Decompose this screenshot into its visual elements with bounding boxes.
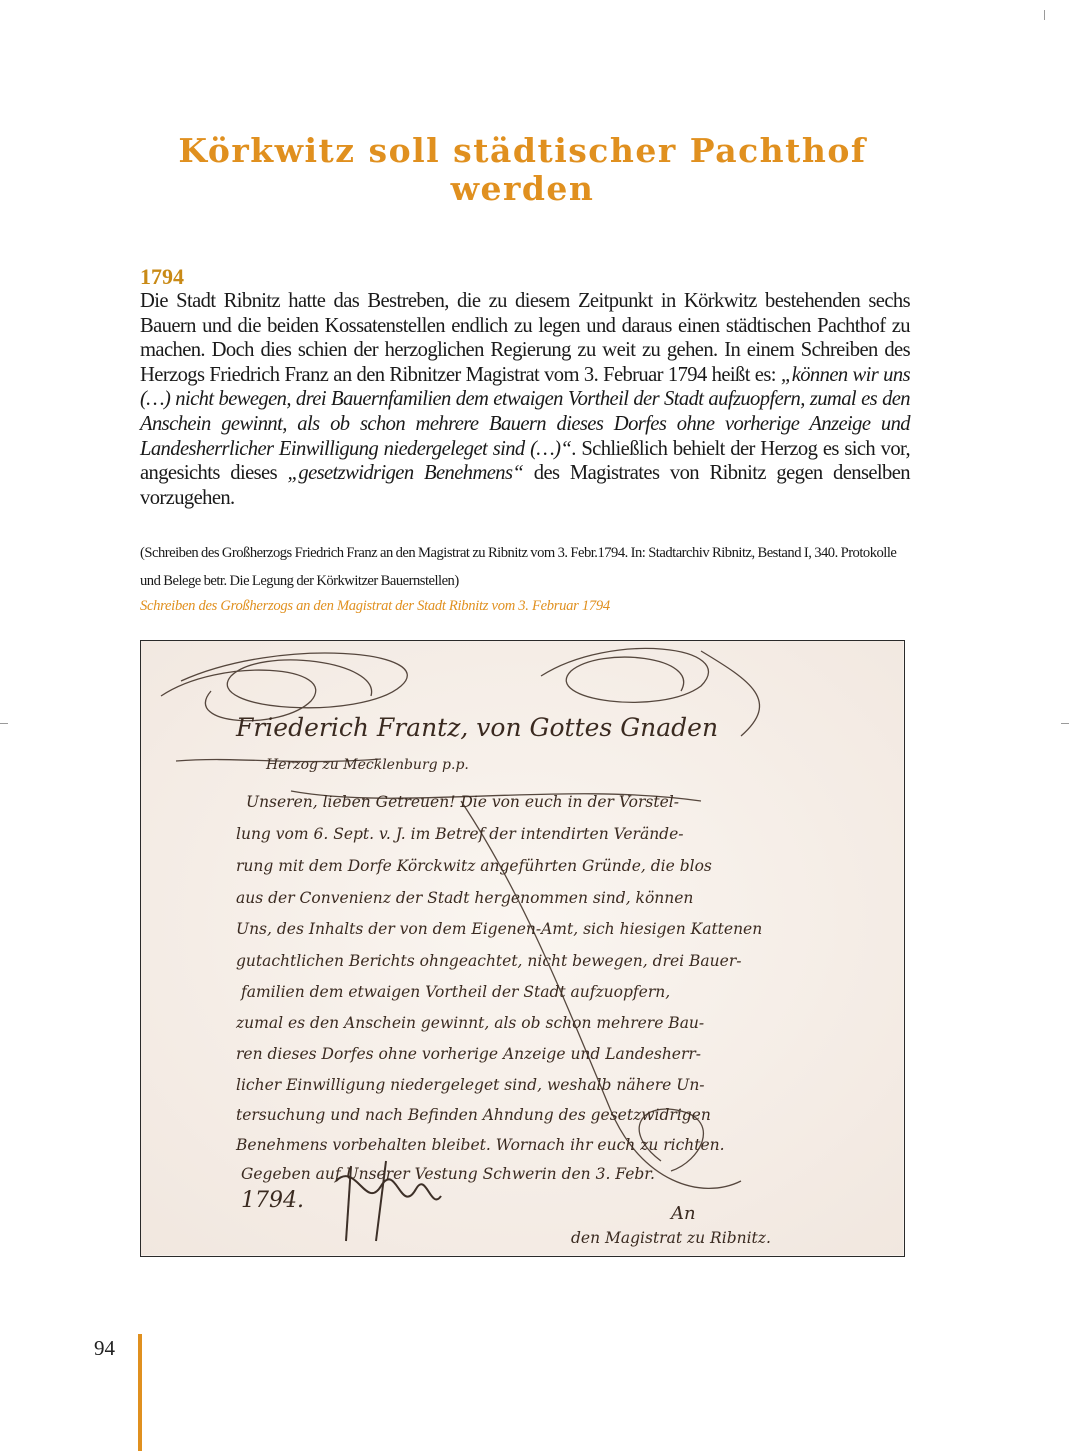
- manuscript-line: licher Einwilligung niedergeleget sind, weshalb nähere Un-: [236, 1076, 705, 1094]
- crop-mark: [1061, 723, 1069, 724]
- page-rule: [138, 1334, 142, 1451]
- manuscript-line: ren dieses Dorfes ohne vorherige Anzeige und Landesherr-: [236, 1045, 702, 1063]
- manuscript-line: gutachtlichen Berichts ohngeachtet, nicht bewegen, drei Bauer-: [236, 952, 742, 970]
- page-number: 94: [94, 1336, 115, 1360]
- manuscript-line: familien dem etwaigen Vortheil der Stadt aufzuopfern,: [241, 983, 671, 1001]
- manuscript-heading: Friederich Frantz, von Gottes Gnaden: [236, 713, 719, 742]
- manuscript-year: 1794.: [241, 1188, 304, 1213]
- source-citation: (Schreiben des Großherzogs Friedrich Franz an den Magistrat zu Ribnitz vom 3. Febr.1794. In: Stadtarchiv Ribnitz, Bestand I, 340. Protokolle und Belege betr. Die Legung der Körkwitzer Bauernstellen): [140, 545, 897, 589]
- body-text: des Magistrates von Ribnitz gegen denselben vorzugehen.: [140, 462, 910, 509]
- manuscript-subheading: Herzog zu Mecklenburg p.p.: [266, 757, 469, 773]
- body-text: . Schließlich behielt der Herzog es sich vor, angesichts dieses: [140, 437, 910, 485]
- quote: „gesetzwidrigen Benehmens“: [287, 462, 524, 485]
- body-text: Die Stadt Ribnitz hatte das Bestreben, die zu diesem Zeitpunkt in Körkwitz bestehenden sechs Bauern und die beiden Kossatenstellen endlich zu legen und daraus einen städtischen Pachthof zu machen. Doch dies schien der herzoglichen Regierung zu weit zu gehen. In einem Schreiben des Herzogs Friedrich Franz an den Ribnitzer Magistrat vom 3. Februar 1794 heißt es:: [140, 290, 910, 386]
- address-prefix: An: [671, 1203, 696, 1224]
- page-title: Körkwitz soll städtischer Pachthof werden: [178, 131, 867, 208]
- manuscript-line: aus der Convenienz der Stadt hergenommen sind, können: [236, 889, 694, 907]
- section-year: 1794: [140, 264, 184, 289]
- manuscript-line: Gegeben auf Unserer Vestung Schwerin den 3. Febr.: [241, 1165, 655, 1183]
- manuscript-line: tersuchung und nach Befinden Ahndung des gesetzwidrigen: [236, 1106, 711, 1124]
- manuscript-address: den Magistrat zu Ribnitz.: [571, 1229, 771, 1247]
- crop-mark: [0, 723, 8, 724]
- body-paragraph: [140, 289, 910, 510]
- manuscript-line: zumal es den Anschein gewinnt, als ob schon mehrere Bau-: [236, 1014, 705, 1032]
- manuscript-line: Benehmens vorbehalten bleibet. Wornach ihr euch zu richten.: [236, 1136, 725, 1154]
- quote: „können wir uns (…) nicht bewegen, drei Bauernfamilien dem etwaigen Vortheil der Stadt aufzuopfern, zumal es den Anschein gewinnt, als ob schon mehrere Bauern dieses Dorfes ohne vorherige Anzeige und Landesherrlicher Einwilligung niedergeleget sind (…)“: [140, 363, 910, 460]
- manuscript-line: Unseren, lieben Getreuen! Die von euch in der Vorstel-: [246, 793, 679, 811]
- manuscript-line: Uns, des Inhalts der von dem Eigenen-Amt, sich hiesigen Kattenen: [236, 920, 763, 938]
- manuscript-image: [140, 640, 905, 1257]
- manuscript-line: lung vom 6. Sept. v. J. im Betref der intendirten Verände-: [236, 825, 684, 843]
- figure-caption: Schreiben des Großherzogs an den Magistrat der Stadt Ribnitz vom 3. Februar 1794: [140, 598, 610, 614]
- crop-mark: [1044, 10, 1045, 20]
- manuscript-line: rung mit dem Dorfe Körckwitz angeführten Gründe, die blos: [236, 857, 712, 875]
